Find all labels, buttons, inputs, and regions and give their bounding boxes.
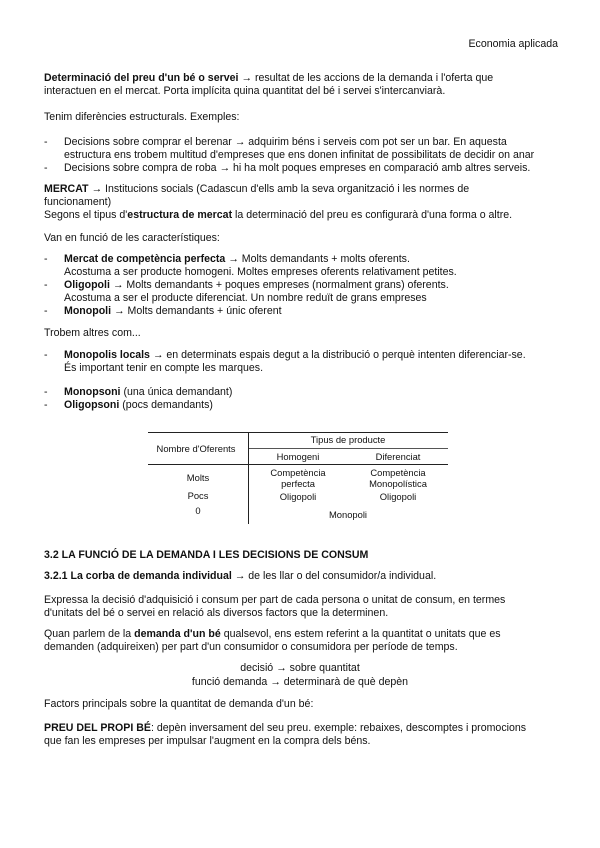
paragraph-characteristics: Van en funció de les característiques:	[44, 232, 220, 244]
table-top-rule	[148, 432, 448, 433]
page-header-title: Economia aplicada	[468, 38, 558, 50]
table-header-tipus: Tipus de producte	[310, 434, 386, 445]
paragraph-price-determination	[44, 72, 558, 98]
text: funcionament)	[44, 196, 112, 208]
term-bold: Monopsoni	[64, 386, 121, 398]
text: Acostuma a ser el producte diferenciat. Un nombre reduït de grans empreses	[64, 292, 427, 304]
cell-line: perfecta	[281, 478, 315, 489]
paragraph-preu	[44, 722, 558, 748]
text: Expressa la decisió d'adquisició i consum per part de cada persona o unitat de consum, en termes	[44, 594, 506, 606]
bullet-dash: -	[44, 305, 48, 317]
table-group-rule	[248, 448, 448, 449]
term-bold: Mercat de competència perfecta	[64, 253, 226, 265]
list-item	[64, 386, 558, 399]
table-row-label: Pocs	[187, 490, 209, 501]
text: Quan parlem de la	[44, 628, 135, 640]
table-cell	[348, 467, 448, 489]
cell-line: Competència	[370, 467, 426, 478]
text: → en determinats espais degut a la distribució o perquè intenten diferenciar-se.	[149, 349, 526, 361]
bullet-dash: -	[44, 136, 48, 148]
text: : depèn inversament del seu preu. exemple: rebaixes, descomptes i promocions	[150, 722, 527, 734]
text: → Molts demandants + poques empreses (normalment grans) oferents.	[109, 279, 449, 291]
text: (pocs demandants)	[119, 399, 213, 411]
text: → resultat de les accions de la demanda i l'oferta que	[241, 72, 494, 84]
term-bold: PREU DEL PROPI BÉ	[44, 722, 151, 734]
term-bold: Monopolis locals	[64, 349, 150, 361]
text: → Institucions socials (Cadascun d'ells amb la seva organització i les normes de	[91, 183, 470, 195]
bullet-dash: -	[44, 399, 48, 411]
text: Decisions sobre comprar el berenar → adquirim béns i serveis com pot ser un bar. En aquesta	[64, 136, 507, 148]
paragraph-mercat	[44, 183, 558, 222]
paragraph-factors: Factors principals sobre la quantitat de demanda d'un bé:	[44, 698, 314, 710]
cell-line: Monopolística	[369, 478, 427, 489]
text: → Molts demandants + molts oferents.	[225, 253, 410, 265]
text: interactuen en el mercat. Porta implícita quina quantitat del bé i servei s'intercanviarà.	[44, 85, 446, 97]
term-bold: Determinació del preu d'un bé o servei	[44, 72, 239, 84]
text: d'unitats del bé o servei en relació als diversos factors que la determinen.	[44, 607, 389, 619]
paragraph-others: Trobem altres com...	[44, 327, 141, 339]
subsection-title: 3.2.1 La corba de demanda individual	[44, 570, 232, 582]
bullet-dash: -	[44, 253, 48, 265]
text: estructura ens trobem multitud d'empreses que ens donen infinitat de possibilitats de decidir on anar	[64, 149, 535, 161]
list-item	[64, 253, 558, 279]
term-bold: Oligopoli	[64, 279, 110, 291]
term-bold: Oligopsoni	[64, 399, 120, 411]
cell-line: Competència	[270, 467, 326, 478]
text: la determinació del preu es configurarà d'una forma o altre.	[232, 209, 513, 221]
text: que fan les empreses per impulsar l'augment en la compra dels béns.	[44, 735, 371, 747]
table-cell: Oligopoli	[279, 491, 317, 502]
term-bold: demanda d'un bé	[134, 628, 221, 640]
list-item	[64, 305, 558, 318]
table-cell-merged: Monopoli	[328, 509, 368, 520]
table-cell: Oligopoli	[379, 491, 417, 502]
text: Segons el tipus d'	[44, 209, 128, 221]
list-item	[64, 136, 558, 162]
table-subheader-homogeni: Homogeni	[276, 451, 320, 462]
term-bold: estructura de mercat	[127, 209, 233, 221]
text: → Molts demandants + únic oferent	[111, 305, 282, 317]
table-row-label: Molts	[186, 472, 210, 483]
centered-line: funció demanda → determinarà de què depèn	[191, 676, 409, 688]
bullet-dash: -	[44, 349, 48, 361]
term-bold: Monopoli	[64, 305, 112, 317]
subsection-heading	[44, 570, 558, 583]
text: demanden (adquireixen) per part d'un consumidor o consumidora per període de temps.	[44, 641, 458, 653]
bullet-dash: -	[44, 279, 48, 291]
list-item	[64, 399, 558, 412]
section-title: 3.2 LA FUNCIÓ DE LA DEMANDA I LES DECISIONS DE CONSUM	[44, 549, 369, 561]
paragraph-demanda	[44, 628, 558, 654]
text: qualsevol, ens estem referint a la quantitat o unitats que es	[220, 628, 501, 640]
text: (una única demandant)	[120, 386, 233, 398]
term-bold: MERCAT	[44, 183, 89, 195]
bullet-dash: -	[44, 162, 48, 174]
paragraph-structural-differences: Tenim diferències estructurals. Exemples:	[44, 111, 240, 123]
centered-line: decisió → sobre quantitat	[240, 662, 360, 674]
bullet-dash: -	[44, 386, 48, 398]
table-header-oferents: Nombre d'Oferents	[156, 443, 236, 454]
list-item: Decisions sobre compra de roba → hi ha molt poques empreses en comparació amb altres serveis.	[64, 162, 531, 174]
text: Acostuma a ser producte homogeni. Moltes empreses oferents relativament petites.	[64, 266, 457, 278]
text: → de les llar o del consumidor/a individual.	[231, 570, 437, 582]
paragraph-expressa	[44, 594, 558, 620]
table-header-rule	[148, 464, 448, 465]
list-item	[64, 279, 558, 305]
table-cell	[248, 467, 348, 489]
table-subheader-diferenciat: Diferenciat	[375, 451, 421, 462]
market-structure-table	[148, 432, 448, 524]
list-item	[64, 349, 558, 375]
table-row-label: 0	[195, 505, 201, 516]
text: És important tenir en compte les marques.	[64, 362, 264, 374]
